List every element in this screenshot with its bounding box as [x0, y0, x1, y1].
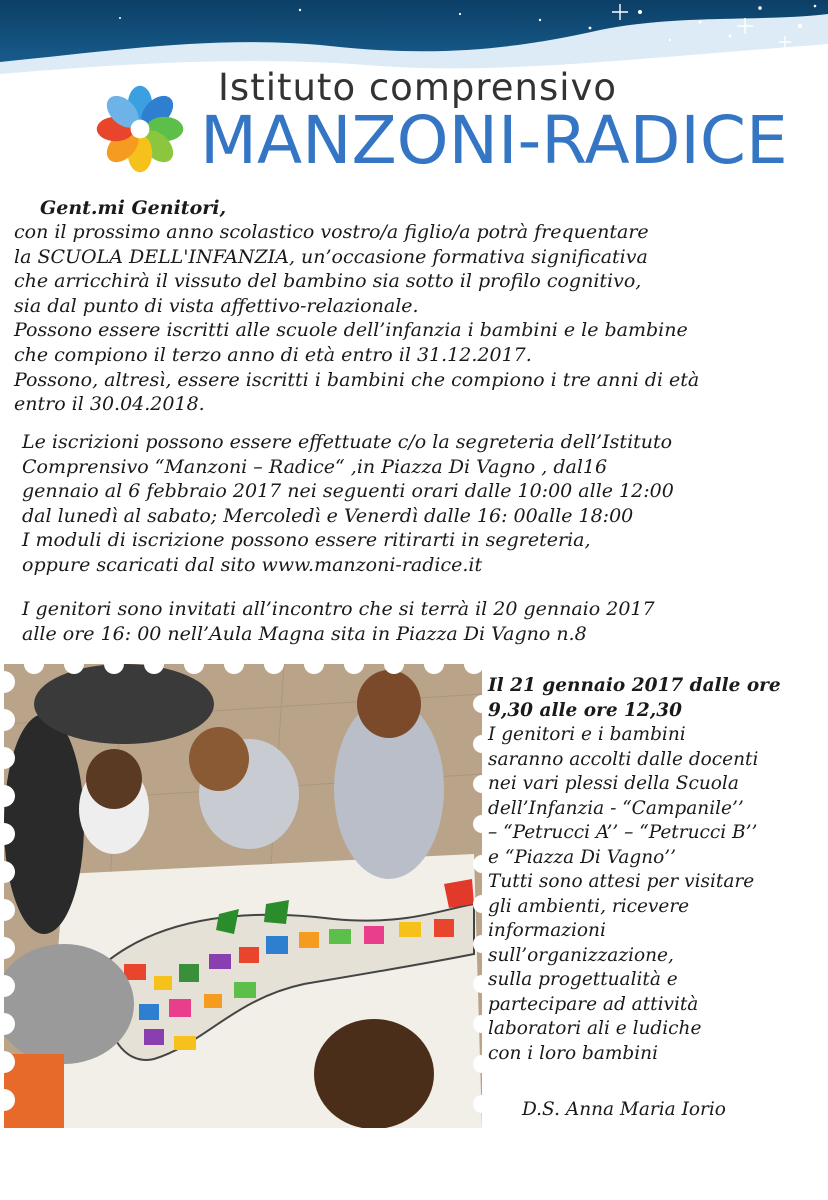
text-line: che arricchirà il vissuto del bambino sia sotto il profilo cognitivo, [14, 270, 642, 293]
text-line: sia dal punto di vista affettivo-relazionale. [14, 294, 419, 317]
paragraph-meeting [22, 597, 655, 646]
school-logo-icon [93, 82, 187, 176]
text-line: partecipare ad attività [488, 993, 699, 1015]
text-line: I genitori sono invitati all’incontro che si terrà il 20 gennaio 2017 [22, 598, 655, 620]
text-line: I moduli di iscrizione possono essere ritirarti in segreteria, [22, 529, 591, 552]
text-line: – “Petrucci A’’ – “Petrucci B’’ [488, 822, 758, 843]
signature: D.S. Anna Maria Iorio [522, 1099, 726, 1120]
paragraph-enrollment-info [14, 220, 699, 417]
text-line: alle ore 16: 00 nell’Aula Magna sita in Piazza Di Vagno n.8 [22, 622, 587, 645]
text-line: la SCUOLA DELL'INFANZIA, un’occasione formativa significativa [14, 245, 648, 268]
text-line: Le iscrizioni possono essere effettuate c/o la segreteria dell’Istituto [22, 431, 673, 453]
text-line: dell’Infanzia - “Campanile’’ [488, 797, 744, 819]
text-line: laboratori ali e ludiche [488, 1018, 702, 1039]
text-line: con il prossimo anno scolastico vostro/a figlio/a potrà frequentare [14, 221, 649, 243]
open-day-info [488, 674, 781, 1066]
children-activity-photo [4, 664, 482, 1128]
text-line: gli ambienti, ricevere [488, 895, 690, 917]
text-line: sull’organizzazione, [488, 944, 674, 966]
text-line: oppure scaricati dal sito www.manzoni-radice.it [22, 553, 483, 576]
school-name: MANZONI-RADICE [200, 102, 788, 179]
text-line: sulla progettualità e [488, 969, 678, 990]
text-line: dal lunedì al sabato; Mercoledì e Venerdì dalle 16: 00alle 18:00 [22, 504, 634, 527]
text-line: che compiono il terzo anno di età entro il 31.12.2017. [14, 343, 532, 366]
text-line: I genitori e i bambini [488, 724, 686, 745]
text-line: nei vari plessi della Scuola [488, 773, 739, 794]
text-line: informazioni [488, 920, 606, 941]
text-line: gennaio al 6 febbraio 2017 nei seguenti orari dalle 10:00 alle 12:00 [22, 480, 674, 503]
text-line: Comprensivo “Manzoni – Radice“ ,in Piazza Di Vagno , dal16 [22, 455, 608, 478]
text-line: Tutti sono attesi per visitare [488, 871, 755, 892]
greeting: Gent.mi Genitori, [40, 197, 227, 219]
text-line: saranno accolti dalle docenti [488, 748, 759, 770]
text-line: e “Piazza Di Vagno’’ [488, 846, 677, 868]
event-time-line: 9,30 alle ore 12,30 [488, 699, 682, 721]
text-line: entro il 30.04.2018. [14, 393, 205, 416]
event-date-line: Il 21 gennaio 2017 dalle ore [488, 675, 781, 696]
text-line: con i loro bambini [488, 1042, 659, 1064]
institute-label: Istituto comprensivo [218, 66, 618, 109]
text-line: Possono, altresì, essere iscritti i bambini che compiono i tre anni di età [14, 368, 700, 391]
text-line: Possono essere iscritti alle scuole dell’infanzia i bambini e le bambine [14, 319, 688, 342]
paragraph-registration [22, 430, 674, 578]
